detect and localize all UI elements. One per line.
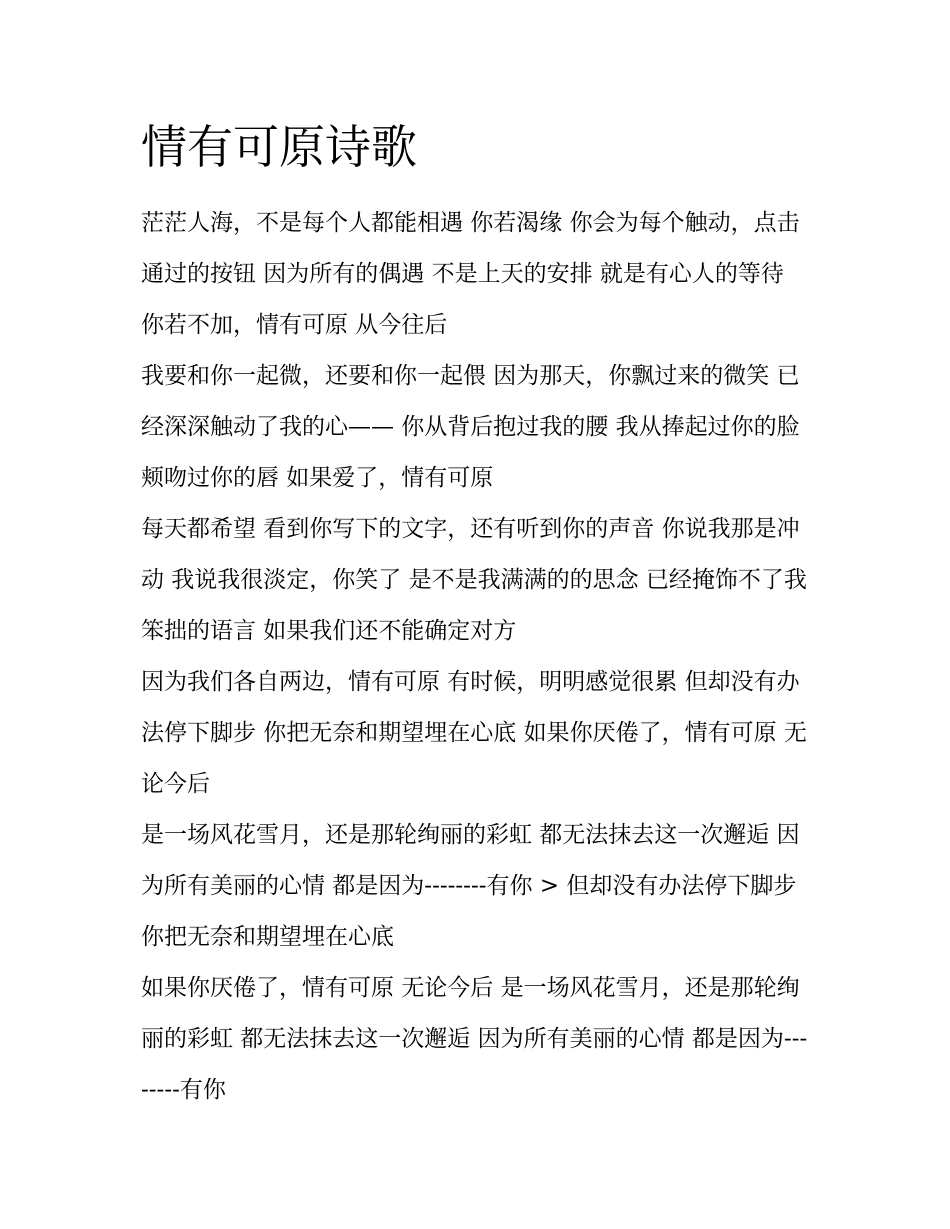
poem-paragraph: 茫茫人海，不是每个人都能相遇 你若渴缘 你会为每个触动，点击通过的按钮 因为所有的偶遇 不是上天的安排 就是有心人的等待 你若不加，情有可原 从今往后 xyxy=(141,210,800,338)
poem-paragraph: 每天都希望 看到你写下的文字，还有听到你的声音 你说我那是冲动 我说我很淡定，你笑了 是不是我满满的的思念 已经掩饰不了我笨拙的语言 如果我们还不能确定对方 xyxy=(141,516,807,644)
page-title: 情有可原诗歌 xyxy=(141,120,417,174)
poem-body xyxy=(141,198,813,1116)
poem-paragraph: 如果你厌倦了，情有可原 无论今后 是一场风花雪月，还是那轮绚丽的彩虹 都无法抹去这一次邂逅 因为所有美丽的心情 都是因为--------有你 xyxy=(141,975,808,1103)
poem-paragraph: 因为我们各自两边，情有可原 有时候，明明感觉很累 但却没有办法停下脚步 你把无奈和期望埋在心底 如果你厌倦了，情有可原 无论今后 xyxy=(141,669,807,797)
poem-paragraph: 是一场风花雪月，还是那轮绚丽的彩虹 都无法抹去这一次邂逅 因为所有美丽的心情 都是因为--------有你 > 但却没有办法停下脚步 你把无奈和期望埋在心底 xyxy=(141,822,800,950)
poem-paragraph: 我要和你一起微，还要和你一起偎 因为那天，你飘过来的微笑 已经深深触动了我的心—— 你从背后抱过我的腰 我从捧起过你的脸颊吻过你的唇 如果爱了，情有可原 xyxy=(141,363,800,491)
